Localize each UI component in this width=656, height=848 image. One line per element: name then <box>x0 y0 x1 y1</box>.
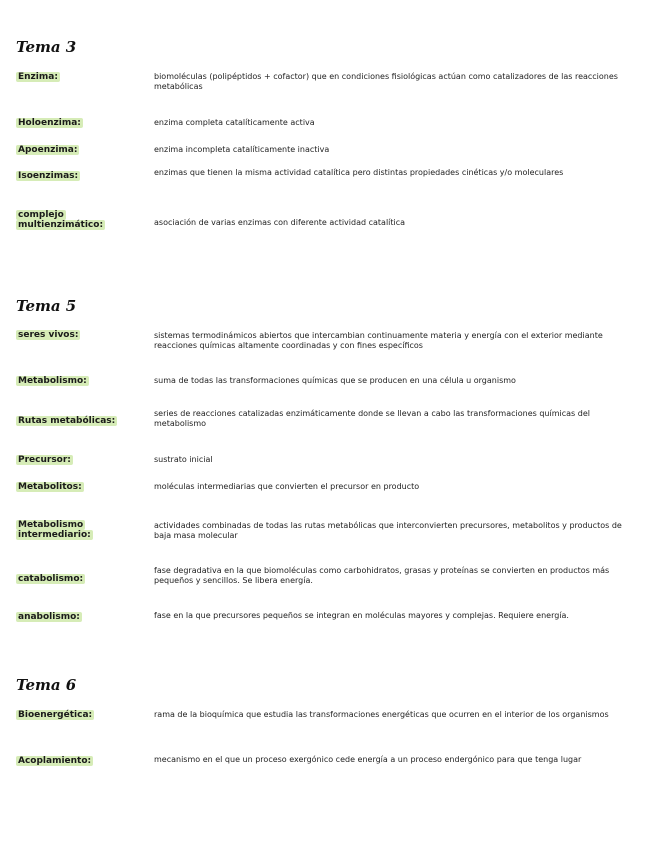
term-label: Metabolismo intermediario: <box>18 520 91 540</box>
term-seres-vivos <box>16 330 136 340</box>
definition-holoenzima: enzima completa catalíticamente activa <box>154 118 315 127</box>
term-label: Precursor: <box>18 455 71 465</box>
definition-apoenzima: enzima incompleta catalíticamente inactiva <box>154 145 330 154</box>
term-holoenzima <box>16 118 136 128</box>
term-label: anabolismo: <box>18 612 80 622</box>
term-acoplamiento <box>16 756 136 766</box>
term-catabolismo <box>16 574 136 584</box>
term-enzima <box>16 72 136 82</box>
term-complejo-multienzimatico <box>16 210 136 230</box>
definition-metabolismo: suma de todas las transformaciones químicas que se producen en una célula u organismo <box>154 376 516 385</box>
section-title: Tema 6 <box>16 676 77 694</box>
term-precursor <box>16 455 136 465</box>
definition-isoenzimas: enzimas que tienen la misma actividad catalítica pero distintas propiedades cinéticas y/o moleculares <box>154 168 564 177</box>
definition-metabolismo-intermediario: actividades combinadas de todas las rutas metabólicas que interconvierten precursores, metabolitos y productos de baja masa molecular <box>154 521 622 540</box>
term-label: Rutas metabólicas: <box>18 416 116 426</box>
term-label: Isoenzimas: <box>18 171 79 181</box>
definition-enzima: biomoléculas (polipéptidos + cofactor) que en condiciones fisiológicas actúan como catalizadores de las reacciones metabólicas <box>154 72 618 91</box>
definition-anabolismo: fase en la que precursores pequeños se integran en moléculas mayores y complejas. Requiere energía. <box>154 611 569 620</box>
section-title: Tema 3 <box>16 38 77 56</box>
term-metabolismo-intermediario <box>16 520 136 540</box>
definition-precursor: sustrato inicial <box>154 455 213 464</box>
section-title: Tema 5 <box>16 297 77 315</box>
term-label: Acoplamiento: <box>18 756 92 766</box>
term-label: Bioenergética: <box>18 710 93 720</box>
term-label: Enzima: <box>18 72 58 82</box>
definition-catabolismo: fase degradativa en la que biomoléculas como carbohidratos, grasas y proteínas se convierten en productos más pequeños y sencillos. Se libera energía. <box>154 566 610 585</box>
term-bioenergetica <box>16 710 136 720</box>
definition-bioenergetica: rama de la bioquímica que estudia las transformaciones energéticas que ocurren en el interior de los organismos <box>154 710 609 719</box>
definition-acoplamiento: mecanismo en el que un proceso exergónico cede energía a un proceso endergónico para que tenga lugar <box>154 755 582 764</box>
term-label: complejo multienzimático: <box>18 210 104 230</box>
term-metabolitos <box>16 482 136 492</box>
term-anabolismo <box>16 612 136 622</box>
term-metabolismo <box>16 376 136 386</box>
term-label: catabolismo: <box>18 574 84 584</box>
term-label: seres vivos: <box>18 330 79 340</box>
term-label: Metabolismo: <box>18 376 87 386</box>
definition-rutas-metabolicas: series de reacciones catalizadas enzimáticamente donde se llevan a cabo las transformaciones químicas del metabolismo <box>154 409 590 428</box>
term-rutas-metabolicas <box>16 416 136 426</box>
term-label: Apoenzima: <box>18 145 78 155</box>
definition-complejo-multienzimatico: asociación de varias enzimas con diferente actividad catalítica <box>154 218 406 227</box>
definition-seres-vivos: sistemas termodinámicos abiertos que intercambian continuamente materia y energía con el exterior mediante reacciones químicas altamente coordinadas y con fines específicos <box>154 331 603 350</box>
term-label: Holoenzima: <box>18 118 81 128</box>
term-label: Metabolitos: <box>18 482 82 492</box>
term-apoenzima <box>16 145 136 155</box>
term-isoenzimas <box>16 171 136 181</box>
definition-metabolitos: moléculas intermediarias que convierten el precursor en producto <box>154 482 420 491</box>
